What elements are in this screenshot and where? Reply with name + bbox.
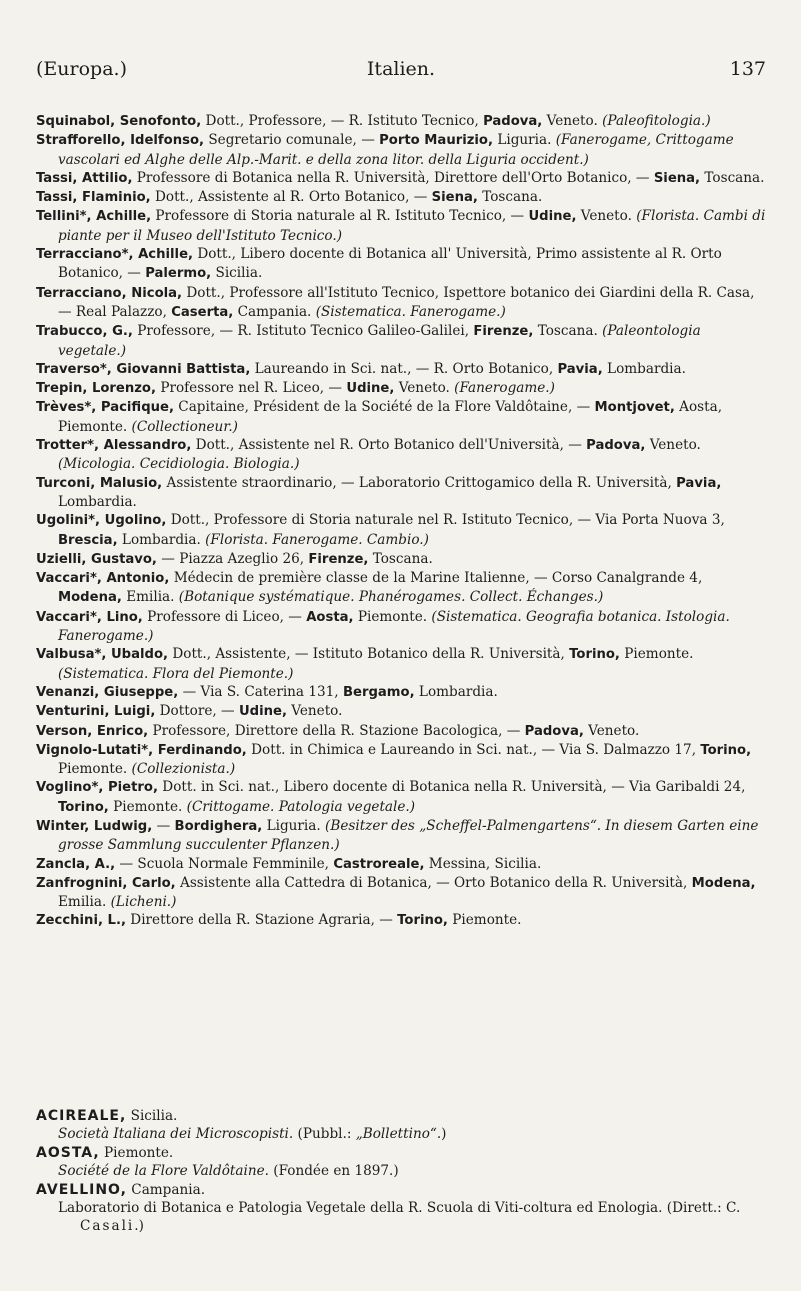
publication-title: „Bollettino“.	[355, 1126, 442, 1143]
city-name: Udine,	[346, 381, 395, 397]
directory-entry	[36, 474, 768, 512]
place-region: Campania.	[126, 1181, 206, 1198]
person-name: Trèves*, Pacifique,	[36, 400, 174, 416]
person-name: Squinabol, Senofonto,	[36, 114, 202, 129]
person-name: Trotter*, Alessandro,	[36, 438, 192, 454]
entry-text: Professore, — R. Istituto Tecnico Galileo-Galilei,	[132, 323, 474, 340]
region-text: Emilia.	[121, 589, 175, 606]
region-text: Lombardia.	[602, 360, 686, 377]
region-text: Toscana.	[368, 550, 433, 567]
entry-text: Dott., Libero docente di Botanica all' Università, Primo assistente al R. Orto Botanico, —	[58, 246, 722, 282]
director-name: Casali	[80, 1218, 135, 1235]
institution-text-end: .)	[134, 1218, 144, 1235]
person-name: Traverso*, Giovanni Battista,	[36, 361, 251, 377]
institution-name: Società Italiana dei Microscopisti.	[58, 1126, 294, 1143]
directory-entry	[36, 169, 768, 188]
institutions-list	[36, 1107, 768, 1236]
person-name: Vaccari*, Lino,	[36, 609, 143, 625]
person-name: Zancla, A.,	[36, 856, 116, 872]
directory-entry	[36, 284, 768, 323]
running-title: Italien.	[366, 58, 436, 80]
entry-text: Dott. in Sci. nat., Libero docente di Botanica nella R. Università, — Via Garibaldi 24,	[157, 779, 746, 796]
place-name: AVELLINO,	[36, 1181, 127, 1198]
entry-text: Médecin de première classe de la Marine Italienne, — Corso Canalgrande 4,	[169, 570, 703, 587]
city-name: Palermo,	[145, 266, 212, 282]
city-name: Udine,	[238, 704, 287, 720]
person-name: Tassi, Attilio,	[36, 170, 133, 186]
person-name: Straﬀorello, Idelfonso,	[36, 133, 205, 149]
entry-text: Dott., Assistente, — Istituto Botanico della R. Università,	[168, 646, 570, 663]
specialty-note: (Florista. Fanerogame. Cambio.)	[200, 531, 429, 548]
region-text: Toscana.	[477, 189, 543, 206]
entry-text: Laureando in Sci. nat., — R. Orto Botanico,	[250, 360, 558, 377]
person-name: Vaccari*, Antonio,	[36, 571, 170, 587]
directory-entry	[36, 131, 768, 169]
city-name: Pavia,	[676, 475, 722, 491]
region-text: Messina, Sicilia.	[424, 855, 542, 872]
entry-text: Direttore della R. Stazione Agraria, —	[125, 912, 398, 929]
region-text: Lombardia.	[117, 531, 201, 548]
city-name: Udine,	[528, 209, 577, 225]
directory-entry	[36, 608, 768, 646]
directory-entry	[36, 245, 768, 284]
person-name: Venanzi, Giuseppe,	[36, 684, 179, 700]
region-text: Sicilia.	[211, 265, 263, 282]
region-text: Emilia.	[58, 894, 107, 911]
specialty-note: (Paleontologia vegetale.)	[58, 323, 701, 359]
entry-text: Professore, Direttore della R. Stazione Bacologica, —	[148, 722, 525, 739]
person-name: Winter, Ludwig,	[36, 818, 153, 834]
directory-entry	[36, 741, 768, 779]
specialty-note: (Licheni.)	[106, 894, 177, 911]
directory-entry	[36, 550, 768, 569]
entry-text: — Via S. Caterina 131,	[178, 683, 343, 700]
person-name: Trepin, Lorenzo,	[36, 381, 156, 397]
directory-entry	[36, 645, 768, 683]
region-text: Toscana.	[700, 169, 765, 186]
region-text: Piemonte.	[58, 761, 128, 778]
person-name: Trabucco, G.,	[36, 324, 133, 340]
directory-entry	[36, 817, 768, 855]
entry-text: —	[152, 817, 175, 834]
city-name: Padova,	[483, 114, 543, 129]
entry-text: Professore nel R. Liceo, —	[156, 380, 347, 397]
place-region: Sicilia.	[126, 1108, 178, 1124]
region-text: Piemonte.	[353, 608, 428, 625]
city-name: Torino,	[700, 742, 752, 758]
region-text: Piemonte.	[619, 646, 694, 663]
entry-text: Dott., Professore, — R. Istituto Tecnico,	[201, 113, 484, 129]
city-name: Porto Maurizio,	[379, 133, 493, 149]
entry-text: — Scuola Normale Femminile,	[115, 855, 334, 872]
place-heading	[36, 1107, 768, 1125]
city-name: Siena,	[653, 170, 701, 186]
entry-text: Dott., Professore di Storia naturale nel R. Istituto Tecnico, — Via Porta Nuova 3,	[166, 512, 725, 529]
institution-text-end: )	[441, 1126, 447, 1143]
region-text: Piemonte.	[108, 798, 183, 815]
place-name: AOSTA,	[36, 1144, 100, 1161]
region-text: Campania.	[233, 303, 312, 320]
entry-text: Assistente alla Cattedra di Botanica, — Orto Botanico della R. Università,	[175, 874, 692, 891]
city-name: Siena,	[431, 190, 478, 206]
region-text: Lombardia.	[414, 683, 498, 700]
place-heading	[36, 1144, 768, 1162]
city-name: Bergamo,	[342, 684, 415, 700]
city-name: Torino,	[58, 799, 109, 815]
specialty-note: (Florista. Cambi di piante per il Museo dell'Istituto Tecnico.)	[58, 208, 766, 244]
city-name: Modena,	[691, 875, 756, 891]
section-label: (Europa.)	[36, 58, 127, 80]
region-text: Piemonte.	[447, 912, 522, 929]
specialty-note: (Besitzer des „Scheffel-Palmengartens“. In diesem Garten eine grosse Sammlung succulenter Pflanzen.)	[58, 817, 759, 854]
institution-entry	[58, 1199, 768, 1236]
directory-entry	[36, 911, 768, 930]
person-name: Turconi, Malusio,	[36, 475, 163, 491]
place-heading	[36, 1181, 768, 1199]
person-name: Tellini*, Achille,	[36, 209, 152, 225]
city-name: Padova,	[524, 723, 584, 739]
institution-text: Laboratorio di Botanica e Patologia Vegetale della R. Scuola di Viti-coltura ed Enologia. (Dirett.: C.	[58, 1200, 741, 1217]
specialty-note: (Collectioneur.)	[127, 418, 238, 435]
entry-text: Professore di Liceo, —	[142, 608, 307, 625]
city-name: Montjovet,	[594, 400, 675, 416]
person-name: Zanfrognini, Carlo,	[36, 875, 176, 891]
region-text: Toscana.	[533, 323, 598, 340]
page-number: 137	[729, 58, 766, 80]
directory-entries	[36, 112, 768, 931]
city-name: Aosta,	[306, 609, 354, 625]
person-name: Verson, Enrico,	[36, 723, 149, 739]
directory-entry	[36, 569, 768, 608]
region-text: Lombardia.	[58, 493, 137, 510]
entry-text: Dott., Assistente al R. Orto Botanico, —	[150, 189, 432, 206]
entry-text: Professore di Storia naturale al R. Istituto Tecnico, —	[151, 208, 529, 225]
entry-text: Dottore, —	[155, 703, 239, 720]
entry-text: Professore di Botanica nella R. Università, Direttore dell'Orto Botanico, —	[132, 169, 654, 186]
region-text: Veneto.	[394, 380, 450, 397]
entry-text: — Piazza Azeglio 26,	[156, 550, 309, 567]
directory-entry	[36, 722, 768, 741]
region-text: Veneto.	[583, 722, 640, 739]
institution-text: (Fondée en 1897.)	[268, 1163, 399, 1180]
institution-text: (Pubbl.:	[293, 1126, 356, 1143]
specialty-note: (Collezionista.)	[127, 761, 236, 778]
specialty-note: (Sistematica. Flora del Piemonte.)	[58, 665, 294, 682]
directory-entry	[36, 188, 768, 207]
specialty-note: (Fanerogame.)	[449, 380, 555, 397]
city-name: Firenze,	[308, 551, 369, 567]
directory-entry	[36, 436, 768, 474]
page-header	[36, 58, 766, 80]
directory-entry	[36, 398, 768, 436]
directory-entry	[36, 778, 768, 817]
city-name: Modena,	[58, 590, 122, 606]
city-name: Castroreale,	[333, 856, 425, 872]
person-name: Ugolini*, Ugolino,	[36, 513, 167, 529]
directory-entry	[36, 207, 768, 245]
city-name: Torino,	[397, 913, 448, 929]
city-name: Firenze,	[473, 324, 534, 340]
directory-entry	[36, 322, 768, 360]
person-name: Voglino*, Pietro,	[36, 780, 158, 796]
institution-entry	[58, 1125, 768, 1143]
person-name: Venturini, Luigi,	[36, 704, 156, 720]
city-name: Bordighera,	[174, 818, 263, 834]
city-name: Caserta,	[171, 304, 234, 320]
city-name: Padova,	[586, 438, 646, 454]
institution-name: Société de la Flore Valdôtaine.	[58, 1163, 269, 1180]
entry-text: Dott., Professore all'Istituto Tecnico, Ispettore botanico dei Giardini della R. Casa, — Real Palazzo,	[58, 284, 755, 320]
city-name: Brescia,	[58, 532, 118, 548]
city-name: Torino,	[569, 647, 620, 663]
person-name: Zecchini, L.,	[36, 913, 126, 929]
institution-entry	[58, 1162, 768, 1180]
specialty-note: (Crittogame. Patologia vegetale.)	[182, 798, 416, 815]
person-name: Terracciano, Nicola,	[36, 285, 183, 301]
specialty-note: (Micologia. Cecidiologia. Biologia.)	[58, 456, 300, 473]
person-name: Tassi, Flaminio,	[36, 190, 151, 206]
region-text: Veneto.	[542, 113, 598, 129]
entry-text: Dott. in Chimica e Laureando in Sci. nat., — Via S. Dalmazzo 17,	[246, 741, 701, 758]
place-region: Piemonte.	[99, 1144, 174, 1161]
region-text: Veneto.	[286, 703, 343, 720]
directory-entry	[36, 683, 768, 702]
region-text: Liguria.	[262, 817, 321, 834]
entry-text: Assistente straordinario, — Laboratorio Crittogamico della R. Università,	[162, 474, 677, 491]
directory-entry	[36, 874, 768, 912]
specialty-note: (Sistematica. Geografia botanica. Istologia. Fanerogame.)	[58, 608, 730, 645]
directory-entry	[36, 379, 768, 398]
specialty-note: (Sistematica. Fanerogame.)	[311, 303, 506, 320]
directory-entry	[36, 112, 768, 131]
directory-entry	[36, 511, 768, 550]
specialty-note: (Paleofitologia.)	[597, 113, 711, 129]
directory-entry	[36, 702, 768, 721]
place-name: ACIREALE,	[36, 1108, 127, 1124]
person-name: Vignolo-Lutati*, Ferdinando,	[36, 742, 247, 758]
region-text: Veneto.	[576, 208, 632, 225]
region-text: Veneto.	[645, 437, 701, 454]
person-name: Uzielli, Gustavo,	[36, 551, 157, 567]
region-text: Aosta, Piemonte.	[58, 399, 723, 435]
person-name: Valbusa*, Ubaldo,	[36, 647, 169, 663]
city-name: Pavia,	[557, 361, 603, 377]
directory-entry	[36, 855, 768, 874]
entry-text: Capitaine, Président de la Société de la Flore Valdôtaine, —	[173, 399, 595, 416]
directory-entry	[36, 360, 768, 379]
region-text: Liguria.	[493, 132, 552, 149]
specialty-note: (Fanerogame, Crittogame vascolari ed Alghe delle Alp.-Marit. e della zona litor. della Liguria occident.)	[58, 132, 734, 168]
entry-text: Segretario comunale, —	[204, 132, 380, 149]
specialty-note: (Botanique systématique. Phanérogames. Collect. Échanges.)	[174, 589, 604, 606]
entry-text: Dott., Assistente nel R. Orto Botanico dell'Università, —	[191, 437, 587, 454]
person-name: Terracciano*, Achille,	[36, 247, 194, 263]
